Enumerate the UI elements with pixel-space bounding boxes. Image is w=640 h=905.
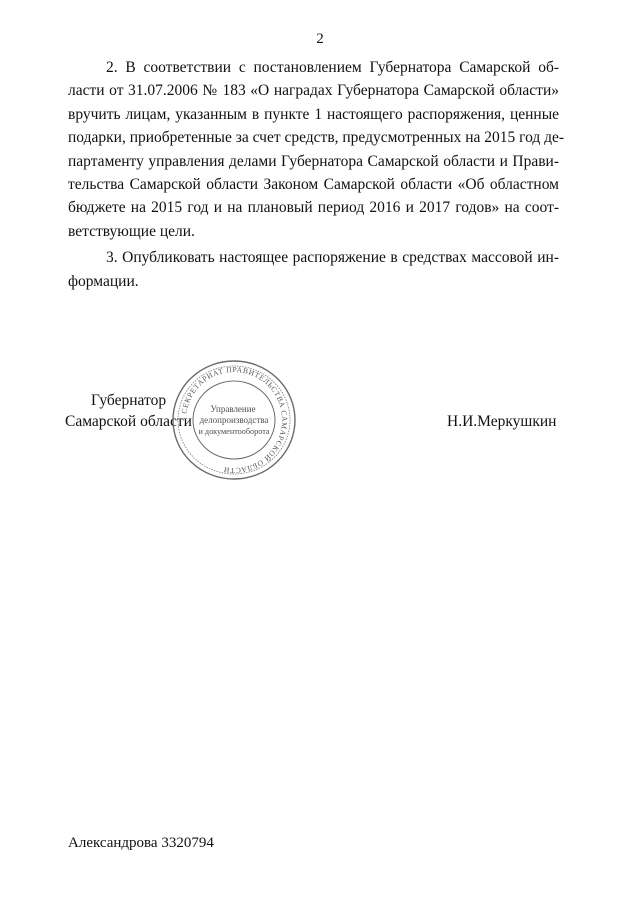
- stamp-ring-text: СЕКРЕТАРИАТ ПРАВИТЕЛЬСТВА САМАРСКОЙ ОБЛАСТИ: [179, 364, 290, 476]
- document-body: [68, 56, 565, 293]
- signature-block: [0, 364, 640, 490]
- signatory-title-line2: Самарской области: [65, 413, 192, 430]
- text-line: подарки, приобретенные за счет средств, предусмотренных на 2015 год де-: [68, 129, 565, 147]
- executor-note: Александрова 3320794: [68, 835, 214, 851]
- text-line: формации.: [68, 272, 139, 290]
- text-line: тельства Самарской области Законом Самарской области «Об областном: [68, 176, 559, 194]
- text-line: партаменту управления делами Губернатора Самарской области и Прави-: [68, 152, 559, 170]
- text-line: вручить лицам, указанным в пункте 1 настоящего распоряжения, ценные: [68, 105, 559, 123]
- signatory-title-line1: Губернатор: [91, 392, 167, 409]
- official-stamp: [170, 358, 298, 482]
- text-line: 3. Опубликовать настоящее распоряжение в средствах массовой ин-: [106, 249, 559, 267]
- paragraph-2: [68, 56, 565, 243]
- stamp-center-line2: делопроизводства: [199, 415, 269, 425]
- text-line: 2. В соответствии с постановлением Губернатора Самарской об-: [106, 59, 559, 76]
- stamp-center-line3: и документооборота: [198, 427, 270, 436]
- text-line: ветствующие цели.: [68, 222, 195, 240]
- text-line: ласти от 31.07.2006 № 183 «О наградах Губернатора Самарской области»: [68, 82, 559, 100]
- stamp-graphic: [170, 358, 298, 482]
- page-number: 2: [316, 31, 324, 47]
- stamp-center-line1: Управление: [210, 404, 256, 414]
- signatory-name: Н.И.Меркушкин: [447, 413, 557, 430]
- paragraph-3: [68, 246, 559, 293]
- text-line: бюджете на 2015 год и на плановый период 2016 и 2017 годов» на соот-: [68, 199, 559, 217]
